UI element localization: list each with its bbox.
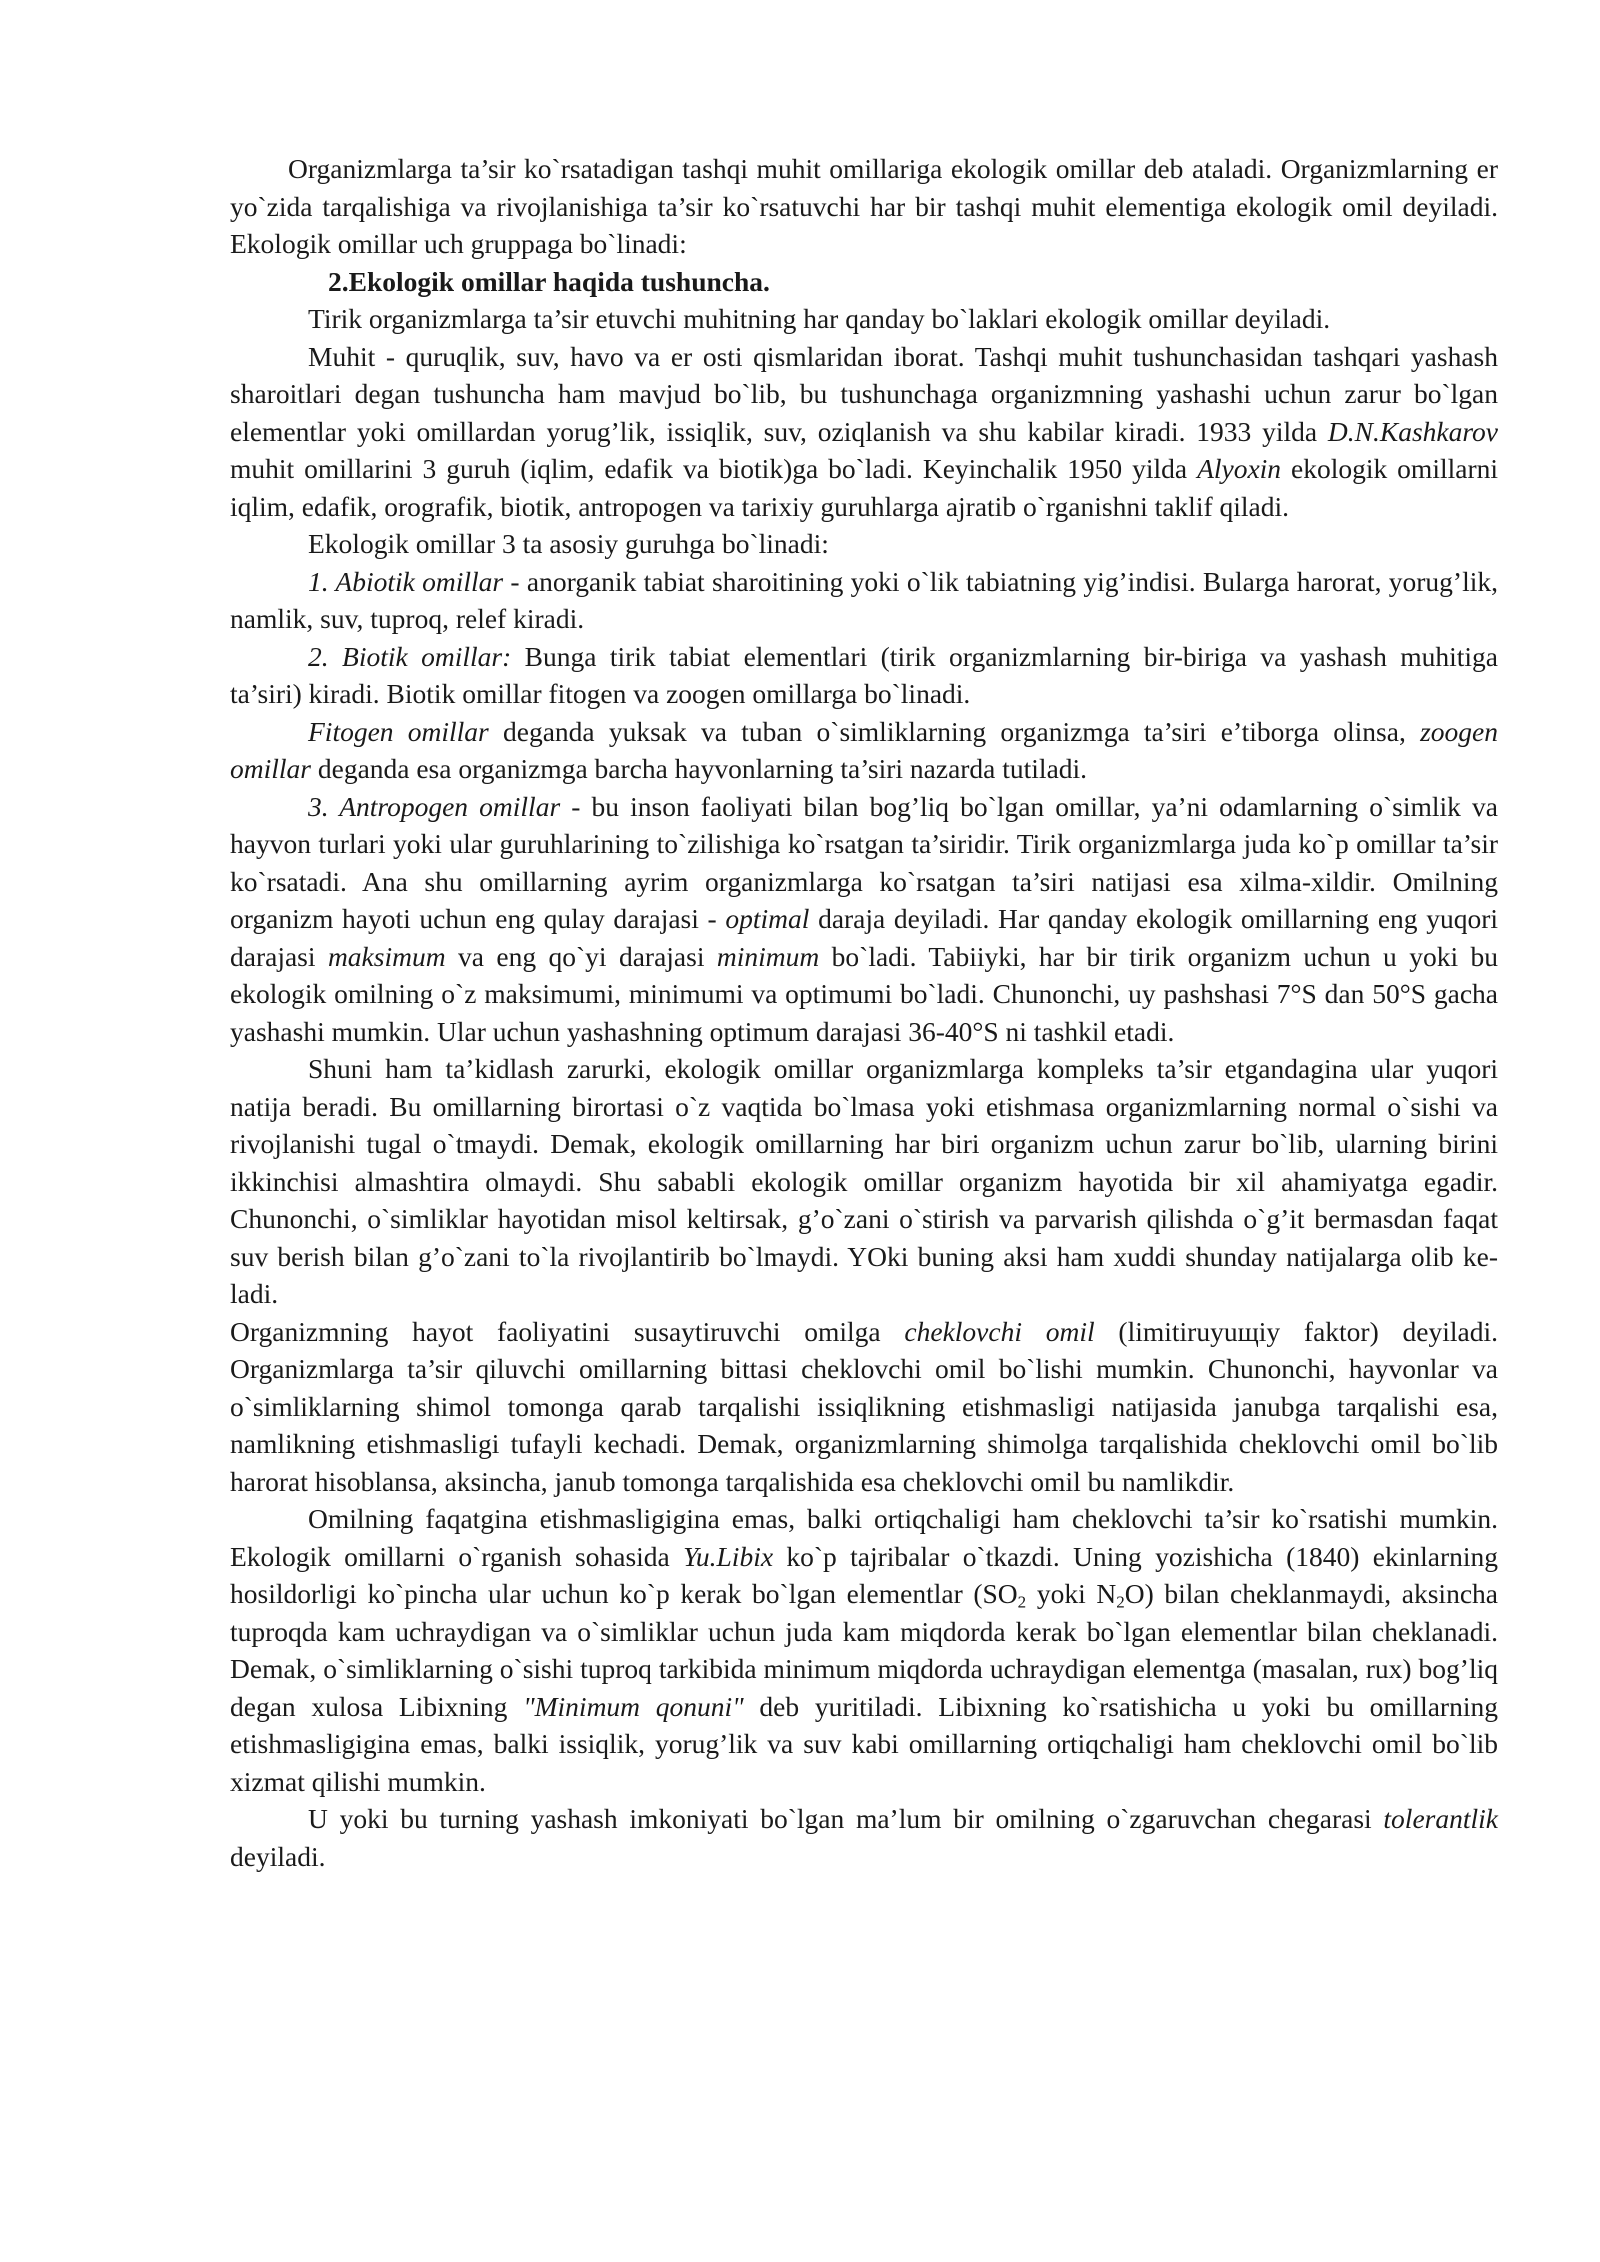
text-run: Muhit - quruqlik, suv, havo va er osti qismlaridan iborat. Tashqi muhit tushunchasidan tashqari yashash sharoitlari degan tushuncha ham mavjud bo`lib, bu tushunchaga organizmning yashashi uchun zarur bo`lgan elementlar yoki omillardan yorug’lik, issiqlik, suv, oziqlanish va shu kabilar kiradi. 1933 yilda: [230, 340, 1498, 447]
term-tolerance: tolerantlik: [1383, 1803, 1498, 1834]
text-run: - bu inson faoliyati bilan bog’liq bo`lgan omillar, ya’ni odamlarning o`simlik va hayvon turlari yoki ular guruhlarining to`zilishiga ko`rsatgan ta’siridir. Tirik organizmlarga juda ko`p omillar ta’sir ko`rsatadi. Ana shu omillarning ayrim organizmlarga ko`rsatgan ta’siri natijasi esa xilma-xildir. Omilning organizm hayoti uchun eng qulay darajasi -: [230, 790, 1498, 934]
term-phytogen: Fitogen omillar: [308, 715, 489, 747]
text-run: U yoki bu turning yashash imkoniyati bo`lgan ma’lum bir omilning o`zgaruvchan chegarasi: [308, 1803, 1384, 1834]
paragraph-tolerance: [230, 1800, 1498, 1875]
text-run: yoki N: [1026, 1578, 1117, 1609]
document-page: [230, 150, 1498, 1875]
text-run: Organizmning hayot faoliyatini susaytiruvchi omilga: [230, 1315, 905, 1347]
paragraph-phytogen: [230, 713, 1498, 788]
paragraph-complex: [230, 1050, 1498, 1313]
paragraph-liebig: [230, 1500, 1498, 1800]
text-run: ko`p tajribalar o`tkazdi. Uning yozishicha (1840) ekinlarning hosildorligi ko`pincha ular uchun ko`p kerak bo`lgan elementlar (SO: [230, 1540, 1498, 1609]
term-anthropogenic: 3. Antropogen omillar: [308, 790, 561, 822]
term-minimum-law: "Minimum qonuni": [523, 1690, 744, 1722]
intro-paragraph: [230, 150, 1498, 263]
paragraph-anthropogenic: [230, 788, 1498, 1051]
intro-text: Organizmlarga ta’sir ko`rsatadigan tashqi muhit omillariga ekologik omillar deb ataladi. Organizmlarning er yo`zida tarqalishiga va rivojlanishiga ta’sir ko`rsatuvchi har bir tashqi muhit elementiga ekologik omil deyiladi. Ekologik omillar uch gruppaga bo`linadi:: [230, 153, 1498, 259]
section-heading: 2.Ekologik omillar haqida tushuncha.: [328, 265, 770, 297]
paragraph-limiting: [230, 1313, 1498, 1501]
term-optimal: optimal: [725, 903, 810, 934]
paragraph-groups-intro: [230, 525, 1498, 563]
text-run: daraja deyiladi. Har qanday ekologik omillarning eng yuqori darajasi: [230, 903, 1498, 972]
subscript: 2: [1017, 1592, 1027, 1612]
paragraph-abiotic: [230, 563, 1498, 638]
term-minimum: minimum: [716, 940, 820, 972]
text-run: bo`ladi. Tabiiyki, har bir tirik organizm uchun u yoki bu ekologik omilning o`z maksimumi, minimumi va optimumi bo`ladi. Chunonchi, uy pashshasi 7°S dan 50°S gacha yashashi mumkin. Ular uchun yashashning optimum darajasi 36-40°S ni tashkil etadi.: [230, 940, 1499, 1047]
text-run: deganda yuksak va tuban o`simliklarning organizmga ta’siri e’tiborga olinsa,: [488, 715, 1421, 747]
author-name: Yu.Libix: [683, 1540, 774, 1572]
subscript: 2: [1116, 1592, 1125, 1612]
definition-text: Tirik organizmlarga ta’sir etuvchi muhitning har qanday bo`laklari ekologik omillar deyiladi.: [308, 303, 1331, 334]
term-zoogen: zoogen omillar: [230, 715, 1498, 784]
paragraph-environment: [230, 338, 1498, 526]
text-run: deb yuritiladi. Libixning ko`rsatishicha u yoki bu omillarning etishmasligigina emas, balki issiqlik, yorug’lik va suv kabi omillarning ortiqchaligi ham cheklovchi omil bo`lib xizmat qilishi mumkin.: [230, 1690, 1498, 1797]
text-run: Omilning faqatgina etishmasligigina emas, balki ortiqchaligi ham cheklovchi ta’sir ko`rsatishi mumkin. Ekologik omillarni o`rganish sohasida: [230, 1503, 1498, 1572]
paragraph-biotic: [230, 638, 1498, 713]
text-run: - anorganik tabiat sharoitining yoki o`lik tabiatning yig’indisi. Bularga harorat, yorug’lik, namlik, suv, tuproq, relef kiradi.: [230, 565, 1498, 634]
term-biotic: 2. Biotik omillar:: [308, 640, 512, 672]
term-maximum: maksimum: [327, 940, 446, 972]
paragraph-definition: [230, 300, 1498, 338]
text-run: va eng qo`yi darajasi: [445, 940, 717, 972]
text-run: Ekologik omillar 3 ta asosiy guruhga bo`linadi:: [308, 528, 829, 559]
author-name: Alyoxin: [1197, 453, 1282, 484]
term-limiting-factor: cheklovchi omil: [904, 1315, 1095, 1347]
text-run: ekologik omillarni iqlim, edafik, orografik, biotik, antropogen va tarixiy guruhlarga ajratib o`rganishni taklif qiladi.: [230, 453, 1499, 522]
text-run: Bunga tirik tabiat elementlari (tirik organizmlarning bir-biriga va yashash muhitiga ta’siri) kiradi. Biotik omillar fitogen va zoogen omillarga bo`linadi.: [230, 640, 1498, 709]
text-run: deyiladi.: [230, 1840, 326, 1872]
text-run: Shuni ham ta’kidlash zarurki, ekologik omillar organizmlarga kompleks ta’sir etgandagina ular yuqori natija beradi. Bu omillarning birortasi o`z vaqtida bo`lmasa yoki etishmasa organizmlarning normal o`sishi va rivojlanishi tugal o`tmaydi. Demak, ekologik omillarning har biri organizm uchun zarur bo`lib, ularning birini ikkinchisi almashtira olmaydi. Shu sababli ekologik omillar organizm hayotida bir xil ahamiyatga egadir. Chunonchi, o`simliklar hayotidan misol keltirsak, g’o`zani o`stirish va parvarish qilishda o`g’it bermasdan faqat suv berish bilan g’o`zani to`la rivojlantirib bo`lmaydi. YOki buning aksi ham xuddi shunday natijalarga olib ke-ladi.: [230, 1053, 1498, 1309]
text-run: (limitiruyuщiy faktor) deyiladi. Organizmlarga ta’sir qiluvchi omillarning bittasi cheklovchi omil bo`lishi mumkin. Chunonchi, hayvonlar va o`simliklarning shimol tomonga qarab tarqalishi issiqlikning etishmasligi natijasida janubga tarqalishi esa, namlikning etishmasligi tufayli kechadi. Demak, organizmlarning shimolga tarqalishida cheklovchi omil bo`lib harorat hisoblansa, aksincha, janub tomonga tarqalishida esa cheklovchi omil bu namlikdir.: [230, 1315, 1498, 1497]
author-name: D.N.Kashkarov: [1327, 415, 1498, 447]
text-run: O) bilan cheklanmaydi, aksincha tuproqda kam uchraydigan va o`simliklar uchun juda kam miqdorda kerak bo`lgan elementlar bilan cheklanadi. Demak, o`simliklarning o`sishi tuproq tarkibida minimum miqdorda uchraydigan elementga (masalan, rux) bog’liq degan xulosa Libixning: [230, 1578, 1498, 1722]
text-run: muhit omillarini 3 guruh (iqlim, edafik va biotik)ga bo`ladi. Keyinchalik 1950 yilda: [230, 453, 1198, 484]
term-abiotic: 1. Abiotik omillar: [308, 565, 504, 597]
text-run: deganda esa organizmga barcha hayvonlarning ta’siri nazarda tutiladi.: [310, 753, 1088, 784]
